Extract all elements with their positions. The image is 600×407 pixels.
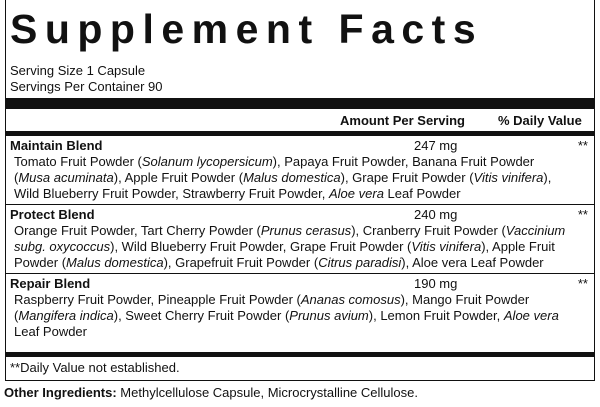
ingredient-line: Raspberry Fruit Powder, Pineapple Fruit Powder (Ananas comosus), Mango Fruit Powder [14,292,530,307]
blend-daily-value: ** [577,138,588,153]
blend-ingredients [10,292,590,340]
thick-divider [5,98,595,109]
latin-name: Prunus avium [289,308,369,323]
latin-name: Aloe vera [503,308,559,323]
ingredient-line: (Musa acuminata), Apple Fruit Powder (Malus domestica), Grape Fruit Powder (Vitis vinifera), [14,170,552,185]
ingredient-line: Orange Fruit Powder, Tart Cherry Powder (Prunus cerasus), Cranberry Fruit Powder (Vaccinium [14,223,566,238]
blend-name: Protect Blend [10,207,95,222]
header-divider [5,131,595,136]
ingredient-line: Powder (Malus domestica), Grapefruit Fruit Powder (Citrus paradisi), Aloe vera Leaf Powder [14,255,544,270]
latin-name: subg. oxycoccus [14,239,111,254]
latin-name: Mangifera indica [18,308,114,323]
row-divider [5,273,595,274]
daily-value-header: % Daily Value [498,113,582,128]
serving-size: Serving Size 1 Capsule [10,63,146,78]
latin-name: Prunus cerasus [260,223,352,238]
other-ingredients-text: Methylcellulose Capsule, Microcrystalline Cellulose. [116,385,418,400]
latin-name: Citrus paradisi [318,255,402,270]
latin-name: Vaccinium [505,223,566,238]
latin-name: Musa acuminata [18,170,114,185]
footer-divider [5,352,595,357]
ingredient-line: (Mangifera indica), Sweet Cherry Fruit Powder (Prunus avium), Lemon Fruit Powder, Aloe vera [14,308,559,323]
latin-name: Vitis vinifera [411,239,482,254]
blend-repair [10,276,590,340]
ingredient-line: Tomato Fruit Powder (Solanum lycopersicum), Papaya Fruit Powder, Banana Fruit Powder [14,154,535,169]
ingredient-line: subg. oxycoccus), Wild Blueberry Fruit Powder, Grape Fruit Powder (Vitis vinifera), Apple Fruit [14,239,555,254]
blend-amount: 247 mg [414,138,458,153]
blend-amount: 190 mg [414,276,458,291]
ingredient-line: Leaf Powder [14,324,87,339]
blend-ingredients [10,223,590,271]
servings-per-container: Servings Per Container 90 [10,79,163,94]
latin-name: Solanum lycopersicum [141,154,273,169]
blend-daily-value: ** [577,207,588,222]
blend-amount: 240 mg [414,207,458,222]
row-divider [5,204,595,205]
blend-ingredients [10,154,590,202]
blend-protect [10,207,590,271]
panel-title: Supplement Facts [10,6,484,52]
blend-name: Repair Blend [10,276,91,291]
other-ingredients [4,385,418,401]
latin-name: Malus domestica [66,255,164,270]
latin-name: Vitis vinifera [473,170,544,185]
blend-daily-value: ** [577,276,588,291]
amount-per-serving-header: Amount Per Serving [340,113,465,128]
latin-name: Malus domestica [243,170,341,185]
latin-name: Aloe vera [329,186,384,201]
other-ingredients-label: Other Ingredients: [4,385,117,400]
latin-name: Ananas comosus [300,292,401,307]
daily-value-footnote: **Daily Value not established. [10,360,180,375]
blend-name: Maintain Blend [10,138,103,153]
ingredient-line: Wild Blueberry Fruit Powder, Strawberry Fruit Powder, Aloe vera Leaf Powder [14,186,461,201]
blend-maintain [10,138,590,202]
